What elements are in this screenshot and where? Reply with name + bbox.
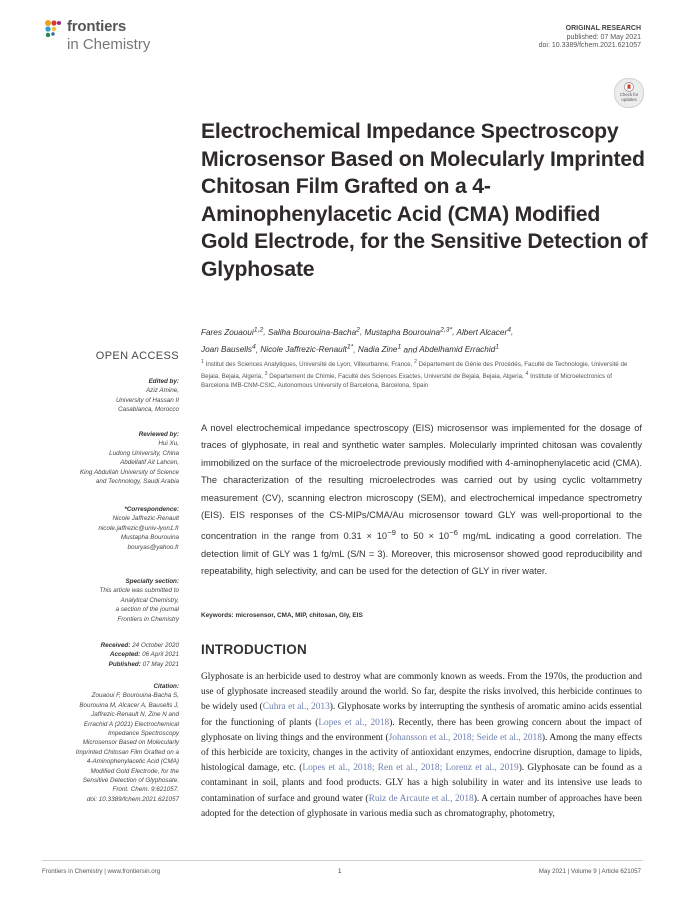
email-link-2[interactable]: bouryas@yahoo.fr (127, 543, 179, 551)
affiliation-4: Institute of Microelectronics of Barcelona IMB-CNM-CSIC, Autonomous University of Barcelona, Barcelona, Spain (201, 372, 612, 390)
open-access-label: OPEN ACCESS (95, 350, 179, 362)
received-date: 24 October 2020 (132, 642, 179, 649)
author-6[interactable]: Nicole Jaffrezic-Renault$^{1*}$ (260, 343, 354, 355)
citation-block: Citation: Zouaoui F, Bourouina-Bacha S, Bourouina M, Alcacer A, Bausells J, Jaffrezic-Renault N, Zine N and Errachid A (2021) Electrochemical Impedance Spectroscopy Microsensor Based on Molecularly Imprinted Chitosan Film Grafted on a 4-Aminophenylacetic Acid (CMA) Modified Gold Electrode, for the Sensitive Detection of Glyphosate. Front. Chem. 9:621057. doi: 10.3389/fchem.2021.621057 (9, 682, 179, 804)
affiliation-3: Departement de Chimie, Faculté des Sciences Exactes, Université de Bejaia, Bejaia, Algeria, (269, 372, 524, 380)
page-number: 1 (338, 868, 342, 875)
affiliation-2: Département de Génie des Procédés, Faculté de Technologie, Université de Bejaia, Bejaia, Algeria, (201, 361, 628, 380)
dates-block: Received: 24 October 2020 Accepted: 06 April 2021 Published: 07 May 2021 (100, 642, 179, 668)
author-2[interactable]: Saliha Bourouina-Bacha$^2$ (267, 326, 360, 337)
published-date: published: 07 May 2021 (566, 33, 641, 41)
check-for-updates-button[interactable] (614, 78, 644, 108)
affiliation-1: Institut des Sciences Analytiques, Université de Lyon, Villeurbanne, France, (205, 361, 413, 369)
footer-divider (42, 860, 643, 861)
reviewed-by-block: Reviewed by: Hui Xu, Ludong University, China Abdellatif Ait Lahcen, King Abdullah University of Science and Technology, Saudi Arabia (79, 431, 179, 486)
author-7[interactable]: Nadia Zine$^1$ (357, 343, 402, 355)
published-date-side: 07 May 2021 (142, 660, 179, 668)
specialty-block: Specialty section: This article was submitted to Analytical Chemistry, a section of the journal Frontiers in Chemistry (99, 578, 179, 623)
affiliations: $^1$ Institut des Sciences Analytiques, Université de Lyon, Villeurbanne, France, $^2$ Département de Génie des Procédés, Faculté de Technologie, Université de Bejaia, Bejaia, Algeria, $^3$ Departement de Chimie, Faculté des Sciences Exactes, Université de Bejaia, Bejaia, Algeria, $^4$ Institute of Microelectronics of Barcelona IMB-CNM-CSIC, Autonomous University of Barcelona, Barcelona, Spain (201, 359, 628, 390)
accepted-date: 06 April 2021 (142, 651, 179, 659)
author-8[interactable]: Abdelhamid Errachid$^1$ (419, 343, 500, 355)
article-meta (539, 25, 641, 51)
keywords: Keywords: microsensor, CMA, MIP, chitosan, Gly, EIS (201, 612, 363, 619)
footer-journal-link[interactable]: Frontiers in Chemistry | www.frontiersin.org (42, 868, 161, 875)
journal-name: in Chemistry (67, 36, 151, 53)
article-title: Electrochemical Impedance Spectroscopy Microsensor Based on Molecularly Imprinted Chitosan Film Grafted on a 4-Aminophenylacetic Acid (CMA) Modified Gold Electrode, for the Sensitive Detection of Glyphosate (201, 120, 648, 281)
email-link-1[interactable]: nicole.jaffrezic@univ-lyon1.fr (98, 524, 179, 532)
bookmark-icon (624, 82, 634, 92)
citation-link[interactable]: Cuhra et al., 2013 (262, 702, 330, 713)
updates-line2: updates (621, 97, 637, 102)
author-3[interactable]: Mustapha Bourouina$^{2,3*}$ (364, 326, 453, 337)
introduction-paragraph: Glyphosate is an herbicide used to destroy what are commonly known as weeds. From the 1970s, the production and use of glyphosate increased steadily around the world. So far, despite the risks involved, this herbicide continues to be widely used (Cuhra et al., 2013). Glyphosate works by interrupting the synthesis of aromatic amino acids essential for the functioning of plants (Lopes et al., 2018). Recently, there has been growing concern about the impact of glyphosate on living things and the environment (Johansson et al., 2018; Seide et al., 2018). Among the many effects of this herbicide are toxicity, changes in the activity of antioxidant enzymes, endocrine disruption, damage to lipids, histological damage, etc. (Lopes et al., 2018; Ren et al., 2018; Lorenz et al., 2019). Glyphosate can be found as a contaminant in soil, plants and food products. GLY has a high solubility in water and its intensive use leads to contamination of surface and ground water (Ruiz de Arcaute et al., 2018). A certain number of approaches have been adopted for the detection of glyphosate in various media such as chromatography, photometry, (201, 672, 643, 819)
author-5[interactable]: Joan Bausells$^4$ (201, 343, 256, 355)
article-doi[interactable]: doi: 10.3389/fchem.2021.621057 (538, 42, 641, 50)
section-heading-introduction: INTRODUCTION (201, 642, 307, 657)
author-list: Fares Zouaoui$^{1,2}$, Saliha Bourouina-Bacha$^2$, Mustapha Bourouina$^{2,3*}$, Albert Alcacer$^4$, Joan Bausells$^4$, Nicole Jaffrezic-Renault$^{1*}$, Nadia Zine$^1$ and Abdelhamid Errachid$^1$ (201, 326, 514, 355)
author-4[interactable]: Albert Alcacer$^4$ (456, 326, 511, 337)
author-1[interactable]: Fares Zouaoui$^{1,2}$ (201, 326, 264, 337)
footer-volume-info: May 2021 | Volume 9 | Article 621057 (538, 868, 641, 875)
edited-by-block: Edited by: Aziz Amine, University of Hassan II Casablanca, Morocco (116, 378, 179, 414)
frontiers-logo-icon (42, 18, 66, 42)
citation-doi[interactable]: doi: 10.3389/fchem.2021.621057 (86, 795, 179, 803)
citation-link[interactable]: Lopes et al., 2018; Ren et al., 2018; Lorenz et al., 2019 (302, 763, 519, 774)
updates-line1: Check for (619, 92, 639, 97)
brand-name: frontiers (67, 18, 127, 35)
citation-link[interactable]: Johansson et al., 2018; Seide et al., 2018 (388, 732, 542, 743)
journal-logo[interactable] (42, 16, 182, 60)
citation-link[interactable]: Ruiz de Arcaute et al., 2018 (368, 793, 474, 804)
abstract: A novel electrochemical impedance spectroscopy (EIS) microsensor was implemented for the dosage of traces of glyphosate, in real and synthetic water samples. Molecularly imprinted chitosan was covalently immobilized on the surface of the microelectrode previously modified with 4-aminophenylacetic acid (CMA). The characterization of the resulting microelectrodes was carried out by using cyclic voltammetry measurement (CV), scanning electron microscopy (SEM), and electrochemical impedance spectrometry (EIS). EIS responses of the CS-MIPs/CMA/Au microsensor toward GLY was well-proportional to the concentration in the range from $0.31 \times 10^{-9}$ to $50 \times 10^{-6}$ mg/mL indicating a good correlation. The detection limit of GLY was 1 fg/mL (S/N = 3). Moreover, this microsensor showed good reproducibility and repeatability, high selectivity, and can be used for the detection of GLY in river water. (201, 423, 642, 577)
article-type: ORIGINAL RESEARCH (565, 25, 641, 32)
citation-link[interactable]: Lopes et al., 2018 (318, 717, 390, 728)
correspondence-block: *Correspondence: Nicole Jaffrezic-Renault nicole.jaffrezic@univ-lyon1.fr Mustapha Bourouina bouryas@yahoo.fr (9, 505, 179, 552)
